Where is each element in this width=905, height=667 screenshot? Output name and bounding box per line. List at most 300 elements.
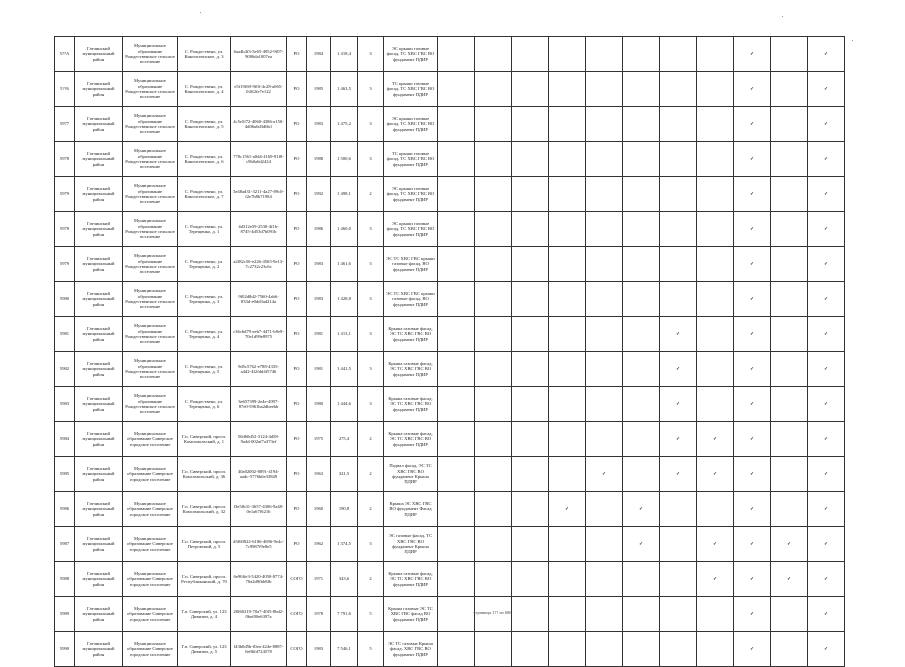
settlement-cell: Муниципальное образование Рождественское сельское поселение xyxy=(123,107,178,142)
checkmark-icon: ✓ xyxy=(734,282,771,317)
type-cell: СОГО xyxy=(287,562,307,597)
empty-work-cell xyxy=(697,387,734,422)
empty-work-cell xyxy=(438,387,475,422)
works-cell: ЭС ТС ХВС ГВС крыши газовые фасад, ВО фундамент ПДИР xyxy=(384,282,438,317)
empty-work-cell xyxy=(660,72,697,107)
area-cell: 1 428,8 xyxy=(331,282,358,317)
empty-work-cell xyxy=(623,457,660,492)
empty-work-cell xyxy=(438,142,475,177)
count-cell: 3 xyxy=(358,37,384,72)
empty-work-cell xyxy=(660,527,697,562)
checkmark-icon: ✓ xyxy=(734,492,771,527)
guid-cell: f3e5fb31-3657-4306-9a48-0e1a67f6216 xyxy=(231,492,287,527)
checkmark-icon: ✓ xyxy=(808,212,845,247)
type-cell: РО xyxy=(287,492,307,527)
row-number: 5985 xyxy=(55,457,75,492)
empty-work-cell xyxy=(512,387,549,422)
row-number: 5978 xyxy=(55,212,75,247)
empty-work-cell xyxy=(586,562,623,597)
empty-work-cell xyxy=(549,177,586,212)
district-cell: Гатчинский муниципальный район xyxy=(75,107,123,142)
area-cell: 1 475,2 xyxy=(331,107,358,142)
empty-work-cell xyxy=(623,352,660,387)
settlement-cell: Муниципальное образование Рождественское сельское поселение xyxy=(123,142,178,177)
settlement-cell: Муниципальное образование Сиверское городское поселение xyxy=(123,597,178,632)
settlement-cell: Муниципальное образование Рождественское сельское поселение xyxy=(123,212,178,247)
empty-work-cell xyxy=(586,317,623,352)
empty-work-cell xyxy=(586,247,623,282)
table-row xyxy=(55,37,845,72)
table-row xyxy=(55,247,845,282)
empty-work-cell xyxy=(586,492,623,527)
type-cell: РО xyxy=(287,457,307,492)
empty-work-cell xyxy=(475,247,512,282)
works-cell: Крыша ЭС ХВС ГВС ВО фундамент Фасад ПДИР xyxy=(384,492,438,527)
address-cell: Г.п. Сиверский, просп. Комсомольский, д. 1 xyxy=(178,422,231,457)
checkmark-icon: ✓ xyxy=(734,632,771,667)
row-number: 5981 xyxy=(55,317,75,352)
table-row xyxy=(55,562,845,597)
checkmark-icon: ✓ xyxy=(808,492,845,527)
district-cell: Гатчинский муниципальный район xyxy=(75,212,123,247)
empty-work-cell xyxy=(623,72,660,107)
empty-work-cell xyxy=(475,422,512,457)
empty-work-cell xyxy=(438,212,475,247)
count-cell: 2 xyxy=(358,562,384,597)
row-number: 5982 xyxy=(55,352,75,387)
area-cell: 1 461,6 xyxy=(331,247,358,282)
table-body xyxy=(55,37,845,667)
address-cell: С. Рождествено, ул. Кингисеппское, д. 6 xyxy=(178,142,231,177)
works-cell: ЭС крыши газовые фасад, ТС ХВС ГВС ВО фундамент ПДИР xyxy=(384,37,438,72)
empty-work-cell xyxy=(475,142,512,177)
district-cell: Гатчинский муниципальный район xyxy=(75,562,123,597)
works-cell: ТС крыши газовые фасад, ТС ХВС ГВС ВО фундамент ПДИР xyxy=(384,72,438,107)
empty-work-cell xyxy=(586,632,623,667)
empty-work-cell xyxy=(623,212,660,247)
address-cell: Г.п. Сиверский, ул. 123 Дивизии, д. 4 xyxy=(178,597,231,632)
district-cell: Гатчинский муниципальный район xyxy=(75,37,123,72)
works-cell: ЭС крыши газовые фасад, ТС ХВС ГВС ВО фундамент ПДИР xyxy=(384,177,438,212)
checkmark-icon: ✓ xyxy=(586,457,623,492)
count-cell: 3 xyxy=(358,352,384,387)
empty-work-cell xyxy=(512,492,549,527)
empty-work-cell xyxy=(623,107,660,142)
district-cell: Гатчинский муниципальный район xyxy=(75,387,123,422)
type-cell: РО xyxy=(287,282,307,317)
empty-work-cell xyxy=(549,247,586,282)
row-number: 5977 xyxy=(55,107,75,142)
guid-cell: 40a02002-8091-4194-aadc-5776b6e33849 xyxy=(231,457,287,492)
empty-work-cell xyxy=(697,632,734,667)
row-number: 5986 xyxy=(55,492,75,527)
checkmark-icon: ✓ xyxy=(734,457,771,492)
type-cell: РО xyxy=(287,387,307,422)
checkmark-icon: ✓ xyxy=(808,632,845,667)
empty-work-cell xyxy=(438,527,475,562)
row-number: 5??A xyxy=(55,37,75,72)
type-cell: РО xyxy=(287,527,307,562)
row-number: 5984 xyxy=(55,422,75,457)
empty-work-cell xyxy=(512,422,549,457)
empty-work-cell xyxy=(771,107,808,142)
table-row xyxy=(55,632,845,667)
checkmark-icon: ✓ xyxy=(808,142,845,177)
district-cell: Гатчинский муниципальный район xyxy=(75,457,123,492)
empty-work-cell xyxy=(512,212,549,247)
empty-work-cell xyxy=(475,177,512,212)
year-cell: 1992 xyxy=(307,177,331,212)
empty-work-cell xyxy=(586,527,623,562)
settlement-cell: Муниципальное образование Сиверское городское поселение xyxy=(123,422,178,457)
settlement-cell: Муниципальное образование Рождественское сельское поселение xyxy=(123,282,178,317)
empty-work-cell xyxy=(660,37,697,72)
scan-speck xyxy=(782,16,783,17)
empty-work-cell xyxy=(771,422,808,457)
settlement-cell: Муниципальное образование Рождественское сельское поселение xyxy=(123,72,178,107)
area-cell: 7 546,1 xyxy=(331,632,358,667)
checkmark-icon: ✓ xyxy=(660,387,697,422)
checkmark-icon: ✓ xyxy=(808,422,845,457)
empty-work-cell xyxy=(697,142,734,177)
area-cell: 1 460,0 xyxy=(331,212,358,247)
empty-work-cell xyxy=(512,142,549,177)
settlement-cell: Муниципальное образование Сиверское городское поселение xyxy=(123,492,178,527)
empty-work-cell xyxy=(438,72,475,107)
empty-work-cell xyxy=(697,352,734,387)
address-cell: С. Рождествено, ул. Терещенко, д. 1 xyxy=(178,212,231,247)
guid-cell: 9f02d8d2-7560-4ab6-833d-e0dd3ad214a xyxy=(231,282,287,317)
district-cell: Гатчинский муниципальный район xyxy=(75,282,123,317)
works-cell: ЭС газовые фасад, ТС ХВС ГВС ВО фундамент Крыша ПДИР xyxy=(384,527,438,562)
empty-work-cell xyxy=(549,212,586,247)
district-cell: Гатчинский муниципальный район xyxy=(75,142,123,177)
type-cell: РО xyxy=(287,317,307,352)
empty-work-cell xyxy=(549,282,586,317)
guid-cell: 5e48ad31-3211-4a27-89c0-f2e7b8b71984 xyxy=(231,177,287,212)
year-cell: 1983 xyxy=(307,282,331,317)
empty-work-cell xyxy=(623,387,660,422)
year-cell: 1963 xyxy=(307,457,331,492)
empty-work-cell xyxy=(475,387,512,422)
empty-work-cell xyxy=(771,352,808,387)
count-cell: 3 xyxy=(358,317,384,352)
checkmark-icon: ✓ xyxy=(734,352,771,387)
empty-work-cell xyxy=(549,317,586,352)
guid-cell: f43b0d5b-f0ea-424e-8887-6e06fd724578 xyxy=(231,632,287,667)
checkmark-icon: ✓ xyxy=(734,72,771,107)
works-cell: Крыша газовые фасад, ЭС ТС ХВС ГВС ВО фундамент ПДИР xyxy=(384,422,438,457)
guid-cell: 4d312e59-2530-4f1b-8745-4d53d7b091b xyxy=(231,212,287,247)
checkmark-icon: ✓ xyxy=(771,527,808,562)
empty-work-cell xyxy=(697,282,734,317)
settlement-cell: Муниципальное образование Сиверское городское поселение xyxy=(123,457,178,492)
count-cell: 3 xyxy=(358,107,384,142)
checkmark-icon: ✓ xyxy=(808,457,845,492)
year-cell: 1978 xyxy=(307,597,331,632)
checkmark-icon: ✓ xyxy=(734,142,771,177)
empty-work-cell xyxy=(660,492,697,527)
table-row xyxy=(55,282,845,317)
table-row xyxy=(55,527,845,562)
checkmark-icon: ✓ xyxy=(808,317,845,352)
works-cell: Крыша газовые фасад, ЭС ТС ХВС ГВС ВО фундамент ПДИР xyxy=(384,387,438,422)
works-cell: ТС крыши газовые фасад, ТС ХВС ГВС ВО фундамент ПДИР xyxy=(384,142,438,177)
row-number: 5979 xyxy=(55,247,75,282)
row-number: 5989 xyxy=(55,597,75,632)
empty-work-cell xyxy=(475,72,512,107)
empty-work-cell xyxy=(512,562,549,597)
works-cell: Крыша газовые ЭС ТС ХВС ГВС фасад ВО фундамент ПДИР xyxy=(384,597,438,632)
year-cell: 1960 xyxy=(307,492,331,527)
guid-cell: 6e90ffe3-5420-4050-8774-70a2d9fbb8fb xyxy=(231,562,287,597)
row-number: 5987 xyxy=(55,527,75,562)
empty-work-cell xyxy=(549,632,586,667)
empty-work-cell xyxy=(771,387,808,422)
count-cell: 2 xyxy=(358,177,384,212)
empty-work-cell xyxy=(697,247,734,282)
empty-work-cell xyxy=(623,632,660,667)
empty-work-cell xyxy=(771,492,808,527)
empty-work-cell xyxy=(512,352,549,387)
year-cell: 1980 xyxy=(307,387,331,422)
empty-work-cell xyxy=(438,247,475,282)
year-cell: 1975 xyxy=(307,422,331,457)
empty-work-cell xyxy=(697,492,734,527)
settlement-cell: Муниципальное образование Сиверское городское поселение xyxy=(123,562,178,597)
works-cell: ЭС крыши газовые фасад, ТС ХВС ГВС ВО фундамент ПДИР xyxy=(384,107,438,142)
empty-work-cell xyxy=(697,72,734,107)
settlement-cell: Муниципальное образование Рождественское сельское поселение xyxy=(123,387,178,422)
year-cell: 1986 xyxy=(307,212,331,247)
checkmark-icon: ✓ xyxy=(623,492,660,527)
year-cell: 1983 xyxy=(307,107,331,142)
address-cell: С. Рождествено, ул. Терещенко, д. 2 xyxy=(178,247,231,282)
type-cell: РО xyxy=(287,142,307,177)
empty-work-cell xyxy=(586,177,623,212)
housing-register-table xyxy=(54,36,845,667)
empty-work-cell xyxy=(660,282,697,317)
empty-work-cell xyxy=(512,107,549,142)
district-cell: Гатчинский муниципальный район xyxy=(75,422,123,457)
checkmark-icon: ✓ xyxy=(697,527,734,562)
empty-work-cell xyxy=(549,37,586,72)
address-cell: Г.п. Сиверский, ул. 123 Дивизии, д. 5 xyxy=(178,632,231,667)
row-number: 5979 xyxy=(55,177,75,212)
checkmark-icon: ✓ xyxy=(697,457,734,492)
checkmark-icon: ✓ xyxy=(549,492,586,527)
checkmark-icon: ✓ xyxy=(808,597,845,632)
empty-work-cell xyxy=(586,422,623,457)
empty-work-cell xyxy=(475,282,512,317)
area-cell: 1 418,4 xyxy=(331,37,358,72)
empty-work-cell xyxy=(660,177,697,212)
empty-work-cell xyxy=(549,562,586,597)
count-cell: 5 xyxy=(358,632,384,667)
settlement-cell: Муниципальное образование Рождественское сельское поселение xyxy=(123,37,178,72)
area-cell: 1 441,5 xyxy=(331,352,358,387)
table-row xyxy=(55,457,845,492)
year-cell: 1983 xyxy=(307,247,331,282)
district-cell: Гатчинский муниципальный район xyxy=(75,72,123,107)
settlement-cell: Муниципальное образование Рождественское сельское поселение xyxy=(123,352,178,387)
empty-work-cell xyxy=(623,317,660,352)
empty-work-cell xyxy=(438,282,475,317)
area-cell: 1 498,1 xyxy=(331,177,358,212)
type-cell: РО xyxy=(287,72,307,107)
year-cell: 1981 xyxy=(307,352,331,387)
count-cell: 2 xyxy=(358,422,384,457)
table-row xyxy=(55,142,845,177)
empty-work-cell xyxy=(623,422,660,457)
guid-cell: 28f60219-70a7-40f5-8bd2-0bef00e6397a xyxy=(231,597,287,632)
area-cell: 321,5 xyxy=(331,457,358,492)
empty-work-cell xyxy=(512,37,549,72)
guid-cell: 50d60d52-3124-4d58-9a4d-002af7a373ef xyxy=(231,422,287,457)
guid-cell: 778c1561-a0d4-4169-91f8-c9b0a6d2424 xyxy=(231,142,287,177)
address-cell: С. Рождествено, ул. Кингисеппское, д. 3 xyxy=(178,37,231,72)
empty-work-cell xyxy=(512,527,549,562)
works-cell: ЭС ТС газовые Крыша фасад, ХВС ГВС ВО фундамент ПДИР xyxy=(384,632,438,667)
checkmark-icon: ✓ xyxy=(734,597,771,632)
empty-work-cell xyxy=(771,72,808,107)
district-cell: Гатчинский муниципальный район xyxy=(75,247,123,282)
table-row xyxy=(55,107,845,142)
row-number: 5??6 xyxy=(55,72,75,107)
empty-work-cell xyxy=(660,247,697,282)
empty-work-cell xyxy=(586,107,623,142)
count-cell: 2 xyxy=(358,492,384,527)
row-number: 5990 xyxy=(55,632,75,667)
type-cell: РО xyxy=(287,107,307,142)
row-number: 5983 xyxy=(55,387,75,422)
empty-work-cell xyxy=(512,247,549,282)
district-cell: Гатчинский муниципальный район xyxy=(75,492,123,527)
count-cell: 3 xyxy=(358,142,384,177)
count-cell: 3 xyxy=(358,212,384,247)
address-cell: Г.п. Сиверский, просп. Комсомольский, д. 36 xyxy=(178,457,231,492)
guid-cell: 6aa4b4f3-5e65-4952-9f07-9006da1007ea xyxy=(231,37,287,72)
year-cell: 1971 xyxy=(307,562,331,597)
empty-work-cell xyxy=(549,527,586,562)
district-cell: Гатчинский муниципальный район xyxy=(75,597,123,632)
empty-work-cell xyxy=(771,177,808,212)
address-cell: Г.п. Сиверский, просп. Комсомольский, д. 32 xyxy=(178,492,231,527)
settlement-cell: Муниципальное образование Рождественское сельское поселение xyxy=(123,177,178,212)
empty-work-cell xyxy=(475,457,512,492)
empty-work-cell xyxy=(586,212,623,247)
empty-work-cell xyxy=(623,177,660,212)
address-cell: Г.п. Сиверский, просп. Петровский, д. 5 xyxy=(178,527,231,562)
empty-work-cell xyxy=(586,37,623,72)
empty-work-cell xyxy=(771,317,808,352)
checkmark-icon: ✓ xyxy=(808,387,845,422)
area-cell: 190,8 xyxy=(331,492,358,527)
table-row xyxy=(55,72,845,107)
table-row xyxy=(55,422,845,457)
empty-work-cell xyxy=(623,37,660,72)
district-cell: Гатчинский муниципальный район xyxy=(75,527,123,562)
table-row xyxy=(55,492,845,527)
count-cell: 5 xyxy=(358,597,384,632)
settlement-cell: Муниципальное образование Сиверское городское поселение xyxy=(123,527,178,562)
empty-work-cell xyxy=(586,72,623,107)
empty-work-cell xyxy=(549,422,586,457)
address-cell: С. Рождествено, ул. Кингисеппское, д. 5 xyxy=(178,107,231,142)
checkmark-icon: ✓ xyxy=(734,247,771,282)
count-cell: 2 xyxy=(358,457,384,492)
row-number: 5980 xyxy=(55,282,75,317)
empty-work-cell xyxy=(475,492,512,527)
table-row xyxy=(55,352,845,387)
empty-work-cell xyxy=(475,212,512,247)
district-cell: Гатчинский муниципальный район xyxy=(75,632,123,667)
empty-work-cell xyxy=(475,317,512,352)
checkmark-icon: ✓ xyxy=(808,177,845,212)
empty-work-cell xyxy=(660,562,697,597)
district-cell: Гатчинский муниципальный район xyxy=(75,317,123,352)
empty-work-cell xyxy=(512,457,549,492)
checkmark-icon: ✓ xyxy=(808,107,845,142)
checkmark-icon: ✓ xyxy=(734,387,771,422)
checkmark-icon: ✓ xyxy=(734,37,771,72)
empty-work-cell xyxy=(697,317,734,352)
checkmark-icon: ✓ xyxy=(734,527,771,562)
year-cell: 1981 xyxy=(307,317,331,352)
empty-work-cell xyxy=(438,352,475,387)
count-cell: 3 xyxy=(358,72,384,107)
empty-work-cell xyxy=(512,317,549,352)
year-cell: 1984 xyxy=(307,37,331,72)
area-cell: 1 374,5 xyxy=(331,527,358,562)
empty-work-cell xyxy=(438,177,475,212)
empty-work-cell xyxy=(438,37,475,72)
empty-work-cell xyxy=(660,632,697,667)
checkmark-icon: ✓ xyxy=(660,317,697,352)
type-cell: РО xyxy=(287,37,307,72)
empty-work-cell xyxy=(623,247,660,282)
district-cell: Гатчинский муниципальный район xyxy=(75,177,123,212)
count-cell: 3 xyxy=(358,387,384,422)
checkmark-icon: ✓ xyxy=(697,562,734,597)
year-cell: 1988 xyxy=(307,142,331,177)
empty-work-cell xyxy=(438,422,475,457)
empty-work-cell xyxy=(512,72,549,107)
empty-work-cell xyxy=(623,142,660,177)
row-number: 5978 xyxy=(55,142,75,177)
empty-work-cell xyxy=(623,282,660,317)
empty-work-cell xyxy=(475,632,512,667)
address-cell: С. Рождествено, ул. Терещенко, д. 5 xyxy=(178,352,231,387)
checkmark-icon: ✓ xyxy=(734,317,771,352)
empty-work-cell xyxy=(771,212,808,247)
checkmark-icon: ✓ xyxy=(734,422,771,457)
settlement-cell: Муниципальное образование Рождественское сельское поселение xyxy=(123,317,178,352)
empty-work-cell xyxy=(586,142,623,177)
settlement-cell: Муниципальное образование Сиверское городское поселение xyxy=(123,632,178,667)
type-cell: РО xyxy=(287,422,307,457)
empty-work-cell xyxy=(438,632,475,667)
checkmark-icon: ✓ xyxy=(808,527,845,562)
guid-cell: 4c5e5f72-4060-4386-a150-4d06a6d3d6b1 xyxy=(231,107,287,142)
table-row xyxy=(55,177,845,212)
empty-work-cell xyxy=(697,212,734,247)
checkmark-icon: ✓ xyxy=(660,422,697,457)
address-cell: С. Рождествено, ул. Кингисеппское, д. 7 xyxy=(178,177,231,212)
area-cell: 1 444,6 xyxy=(331,387,358,422)
works-cell: ЭС крыши газовые фасад, ТС ХВС ГВС ВО фундамент ПДИР xyxy=(384,212,438,247)
empty-work-cell xyxy=(549,387,586,422)
